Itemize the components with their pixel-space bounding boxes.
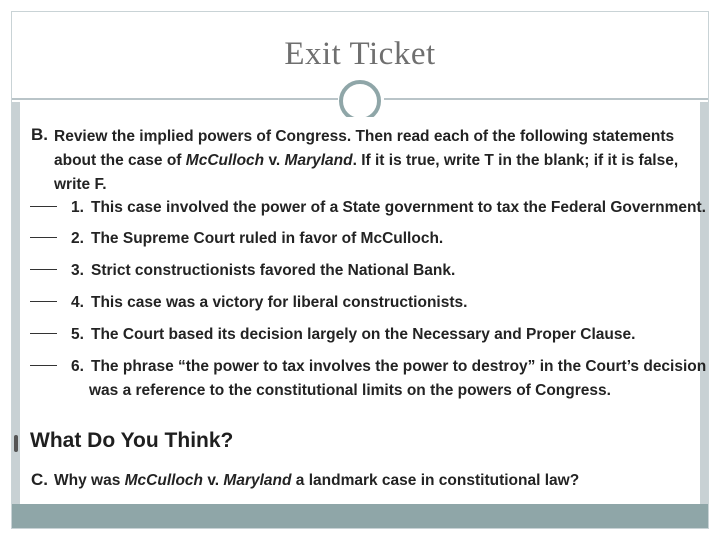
statement-item: 6. The phrase “the power to tax involves the power to destroy” in the Court’s decision <box>30 355 706 379</box>
slide-title: Exit Ticket <box>284 36 436 72</box>
answer-blank[interactable] <box>30 237 57 238</box>
answer-blank[interactable] <box>30 333 57 334</box>
title-divider-right <box>384 98 708 100</box>
statement-item: 5. The Court based its decision largely on the Necessary and Proper Clause. <box>30 323 635 347</box>
section-marker <box>14 435 18 452</box>
right-border-band <box>700 102 708 505</box>
statement-item: 4. This case was a victory for liberal constructionists. <box>30 291 467 315</box>
section-c-heading: What Do You Think? <box>30 429 234 452</box>
statement-item: 1. This case involved the power of a State government to tax the Federal Government. <box>30 196 706 220</box>
answer-blank[interactable] <box>30 206 57 207</box>
section-b-label: B. <box>31 125 48 144</box>
worksheet-image <box>20 117 707 501</box>
answer-blank[interactable] <box>30 365 57 366</box>
title-divider-left <box>12 98 338 100</box>
section-c-question: Why was McCulloch v. Maryland a landmark case in constitutional law? <box>54 472 580 489</box>
divider-circle-ornament <box>339 80 381 122</box>
footer-bar <box>12 504 708 528</box>
statement-item: 2. The Supreme Court ruled in favor of McCulloch. <box>30 227 443 251</box>
statement-item: 3. Strict constructionists favored the National Bank. <box>30 259 455 283</box>
answer-blank[interactable] <box>30 301 57 302</box>
section-c-label: C. <box>31 470 48 489</box>
section-b-instructions: Review the implied powers of Congress. Then read each of the following statements about the case of McCulloch v. Maryland. If it is true, write T in the blank; if it is false, write F. <box>54 128 679 193</box>
answer-blank[interactable] <box>30 269 57 270</box>
statement-item-continuation: was a reference to the constitutional limits on the powers of Congress. <box>89 382 611 399</box>
